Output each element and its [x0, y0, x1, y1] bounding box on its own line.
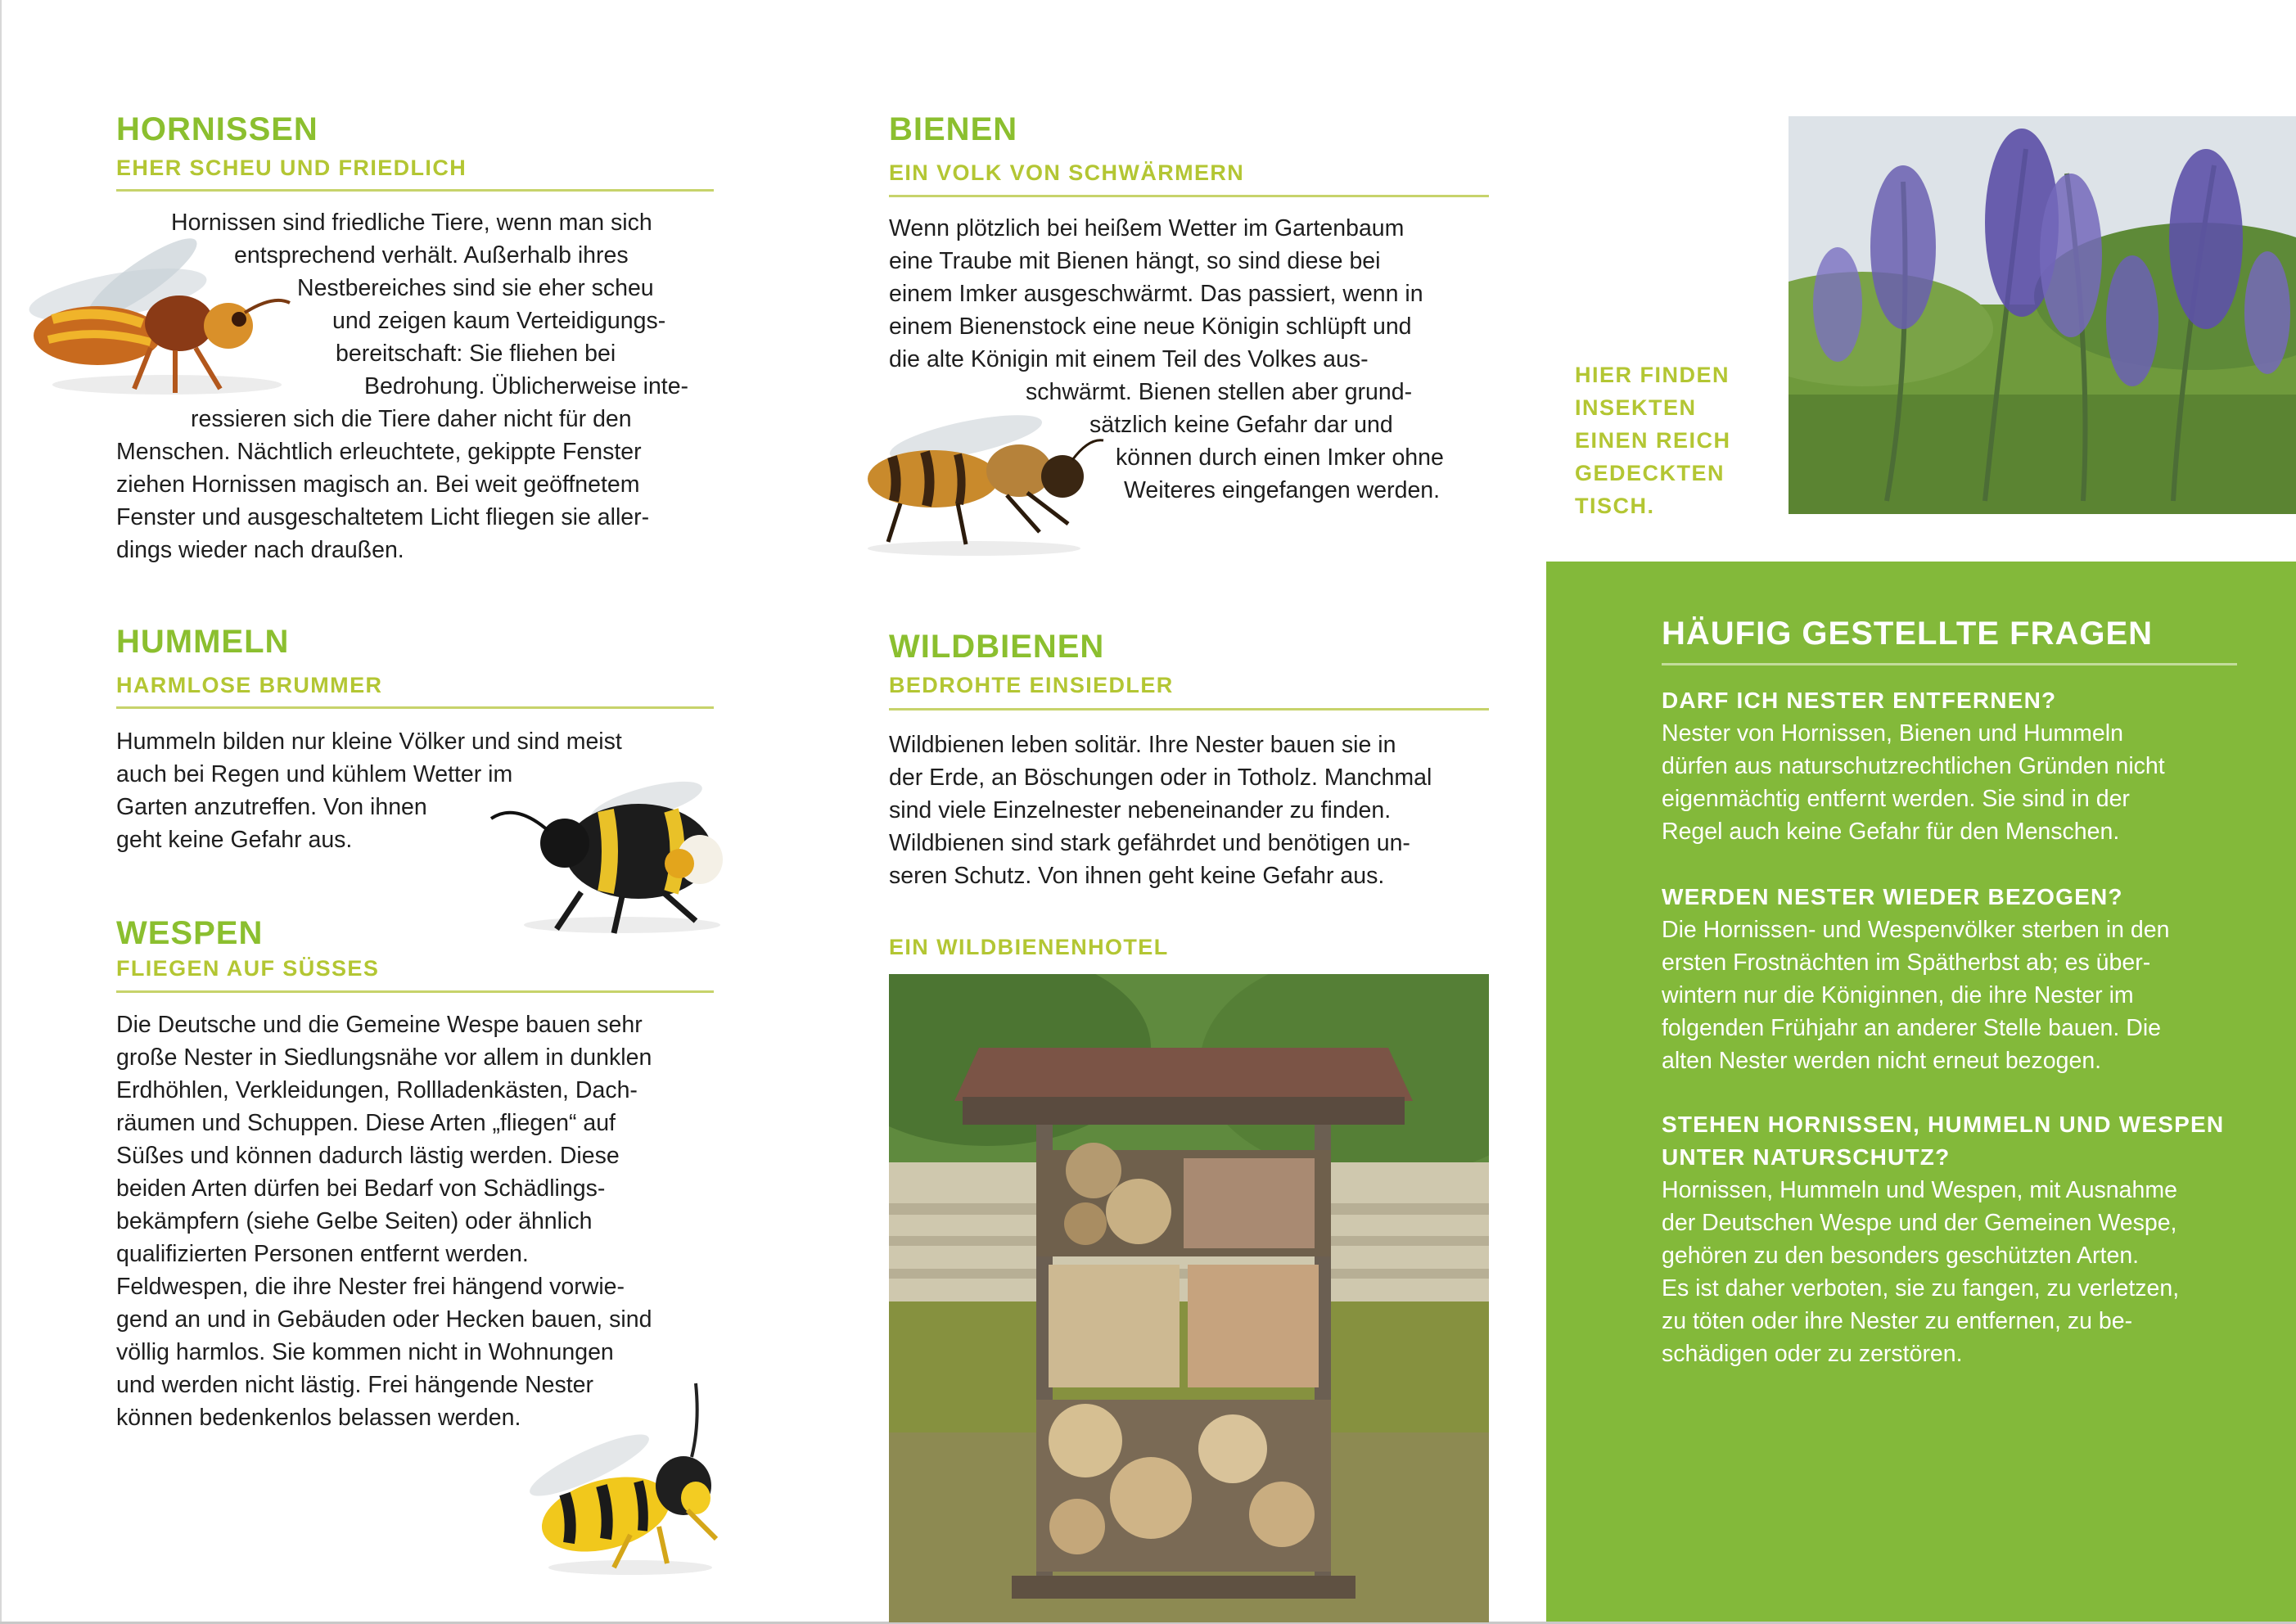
section-rule [889, 195, 1489, 197]
section-body: Hummeln bilden nur kleine Völker und sind meist auch bei Regen und kühlem Wetter im Garten anzutreffen. Von ihnen geht keine Gefahr aus. [116, 729, 622, 853]
section-body: Hornissen sind friedliche Tiere, wenn man sich entsprechend verhält. Außerhalb ihres Nestbereiches sind sie eher scheu und zeigen kaum Verteidigungs- bereitschaft: Sie fliehen bei Bedrohung. Üblicherweise inte- ressieren sich die Tiere daher nicht für den Menschen. Nächtlich erleuchtete, gekippte Fenster ziehen Hornissen magisch an. Bei weit geöffnetem Fenster und ausgeschaltetem Licht fliegen sie aller- dings wieder nach draußen. [116, 210, 689, 563]
photo-caption: EIN WILDBIENENHOTEL [889, 935, 1169, 959]
section-subtitle: BEDROHTE EINSIEDLER [889, 673, 1174, 697]
section-title: WESPEN [116, 915, 264, 951]
section-rule [116, 189, 714, 192]
faq-question: STEHEN HORNISSEN, HUMMELN UND WESPEN UNTER NATURSCHUTZ? [1662, 1112, 2225, 1170]
faq-answer: Die Hornissen- und Wespenvölker sterben in den ersten Frostnächten im Spätherbst ab; es über- wintern nur die Königinnen, die ihre Nester im folgenden Frühjahr an anderer Stelle bauen. Die alten Nester werden nicht erneut bezogen. [1662, 917, 2170, 1074]
section-body: Wenn plötzlich bei heißem Wetter im Gartenbaum eine Traube mit Bienen hängt, so sind diese bei einem Imker ausgeschwärmt. Das passiert, wenn in einem Bienenstock eine neue Königin schlüpft und die alte Königin mit einem Teil des Volkes aus- schwärmt. Bienen stellen aber grund- sätzlich keine Gefahr dar und können durch einen Imker ohne Weiteres eingefangen werden. [889, 215, 1444, 503]
section-title: WILDBIENEN [889, 629, 1105, 665]
section-rule [889, 708, 1489, 710]
section-title: BIENEN [889, 111, 1018, 147]
meadow-caption: HIER FINDEN INSEKTEN EINEN REICH GEDECKTEN TISCH. [1575, 363, 1731, 518]
faq-question: DARF ICH NESTER ENTFERNEN? [1662, 688, 2057, 713]
section-subtitle: FLIEGEN AUF SÜSSES [116, 956, 380, 981]
bee-hotel-photo [889, 974, 1489, 1622]
faq-answer: Hornissen, Hummeln und Wespen, mit Ausnahme der Deutschen Wespe und der Gemeinen Wespe, gehören zu den besonders geschützten Arten. Es ist daher verboten, sie zu fangen, zu verletzen, zu töten oder ihre Nester zu entfernen, zu be- schädigen oder zu zerstören. [1662, 1177, 2180, 1367]
sage-meadow-photo [1789, 116, 2296, 514]
faq-title: HÄUFIG GESTELLTE FRAGEN [1662, 616, 2154, 652]
section-subtitle: EIN VOLK VON SCHWÄRMERN [889, 160, 1245, 185]
faq-question: WERDEN NESTER WIEDER BEZOGEN? [1662, 884, 2123, 909]
wasp-illustration [524, 1375, 737, 1580]
section-title: HUMMELN [116, 624, 290, 660]
section-subtitle: EHER SCHEU UND FRIEDLICH [116, 156, 467, 180]
section-title: HORNISSEN [116, 111, 318, 147]
bumblebee-illustration [483, 769, 745, 941]
honeybee-illustration [843, 401, 1105, 557]
faq-rule [1662, 663, 2237, 665]
section-rule [116, 990, 714, 993]
faq-answer: Nester von Hornissen, Bienen und Hummeln dürfen aus naturschutzrechtlichen Gründen nicht eigenmächtig entfernt werden. Sie sind in der Regel auch keine Gefahr für den Menschen. [1662, 720, 2165, 845]
section-rule [116, 706, 714, 709]
section-body: Wildbienen leben solitär. Ihre Nester bauen sie in der Erde, an Böschungen oder in Totholz. Manchmal sind viele Einzelnester nebeneinander zu finden. Wildbienen sind stark gefährdet und benötigen un- seren Schutz. Von ihnen geht keine Gefahr aus. [889, 732, 1432, 889]
section-subtitle: HARMLOSE BRUMMER [116, 673, 383, 697]
section-body: Die Deutsche und die Gemeine Wespe bauen sehr große Nester in Siedlungsnähe vor allem in dunklen Erdhöhlen, Verkleidungen, Rollladenkästen, Dach- räumen und Schuppen. Diese Arten „fliegen“ auf Süßes und können dadurch lästig werden. Diese beiden Arten dürfen bei Bedarf von Schädlings- bekämpfern (siehe Gelbe Seiten) oder ähnlich qualifizierten Personen entfernt werden. Feldwespen, die ihre Nester frei hängend vorwie- gend an und in Gebäuden oder Hecken bauen, sind völlig harmlos. Sie kommen nicht in Wohnungen und werden nicht lästig. Frei hängende Nester können bedenkenlos belassen werden. [116, 1012, 652, 1431]
